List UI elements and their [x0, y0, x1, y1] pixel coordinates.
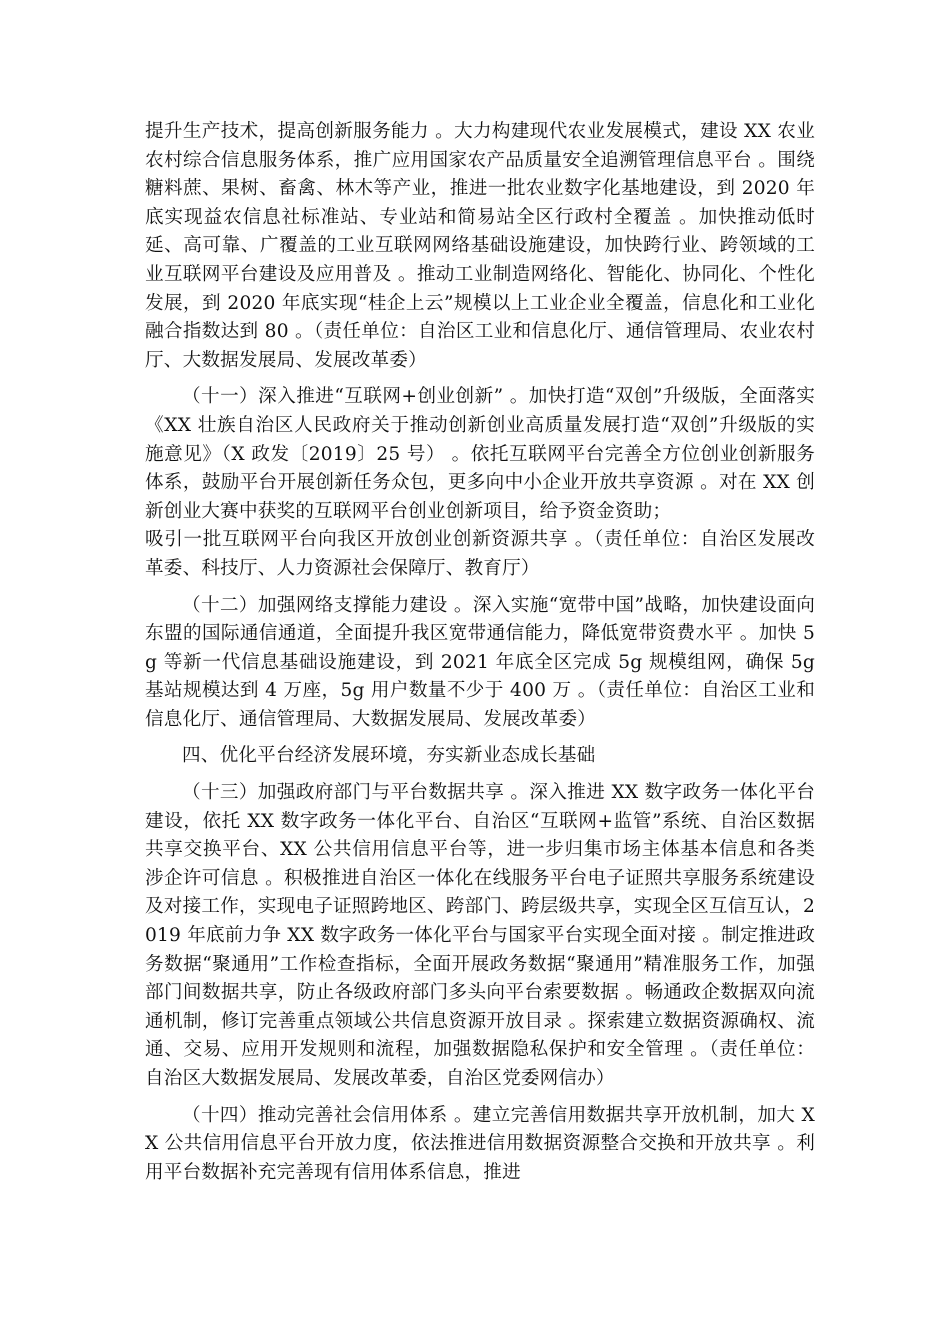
paragraph-section-11: （十一）深入推进“互联网+创业创新” 。加快打造“双创”升级版，全面落实《XX 壮族自治区人民政府关于推动创新创业高质量发展打造“双创”升级版的实施意见》（X 政发〔2019〕25 号） 。依托互联网平台完善全方位创业创新服务体系，鼓励平台开展创新任务众包，更多向中小企业开放共享资源 。对在 XX 创新创业大赛中获奖的互联网平台创业创新项目，给予资金资助；	[145, 386, 815, 522]
paragraph-section-14: （十四）推动完善社会信用体系 。建立完善信用数据共享开放机制，加大 XX 公共信用信息平台开放力度，依法推进信用数据资源整合交换和开放共享 。利用平台数据补充完善现有信用体系信息，推进	[145, 1104, 815, 1183]
paragraph-section-13: （十三）加强政府部门与平台数据共享 。深入推进 XX 数字政务一体化平台建设，依托 XX 数字政务一体化平台、自治区“互联网+监管”系统、自治区数据共享交换平台、XX 公共信用信息平台等，进一步归集市场主体基本信息和各类涉企许可信息 。积极推进自治区一体化在线服务平台电子证照共享服务系统建设及对接工作，实现电子证照跨地区、跨部门、跨层级共享，实现全区互信互认，2019 年底前力争 XX 数字政务一体化平台与国家平台实现全面对接 。制定推进政务数据“聚通用”工作检查指标，全面开展政务数据“聚通用”精准服务工作，加强部门间数据共享，防止各级政府部门多头向平台索要数据 。畅通政企数据双向流通机制，修订完善重点领域公共信息资源开放目录 。探索建立数据资源确权、流通、交易、应用开发规则和流程，加强数据隐私保护和安全管理 。（责任单位：自治区大数据发展局、发展改革委，自治区党委网信办）	[145, 782, 816, 1089]
section-heading-4: 四、优化平台经济发展环境，夯实新业态成长基础	[182, 745, 596, 767]
paragraph-agriculture-industry: 提升生产技术，提高创新服务能力 。大力构建现代农业发展模式，建设 XX 农业农村综合信息服务体系，推广应用国家农产品质量安全追溯管理信息平台 。围绕糖料蔗、果树、畜禽、林木等产业，推进一批农业数字化基地建设，到 2020 年底实现益农信息社标准站、专业站和简易站全区行政村全覆盖 。加快推动低时延、高可靠、广覆盖的工业互联网网络基础设施建设，加快跨行业、跨领域的工业互联网平台建设及应用普及 。推动工业制造网络化、智能化、协同化、个性化发展，到 2020 年底实现“桂企上云”规模以上工业企业全覆盖，信息化和工业化融合指数达到 80 。（责任单位：自治区工业和信息化厅、通信管理局、农业农村厅、大数据发展局、发展改革委）	[145, 121, 815, 371]
document-body	[145, 118, 815, 1195]
paragraph-section-12: （十二）加强网络支撑能力建设 。深入实施“宽带中国”战略，加快建设面向东盟的国际通信通道，全面提升我区宽带通信能力，降低宽带资费水平 。加快 5g 等新一代信息基础设施建设，到 2021 年底全区完成 5g 规模组网，确保 5g 基站规模达到 4 万座，5g 用户数量不少于 400 万 。（责任单位：自治区工业和信息化厅、通信管理局、大数据发展局、发展改革委）	[145, 594, 815, 730]
paragraph-section-11-continued: 吸引一批互联网平台向我区开放创业创新资源共享 。（责任单位：自治区发展改革委、科技厅、人力资源社会保障厅、教育厅）	[145, 529, 815, 579]
